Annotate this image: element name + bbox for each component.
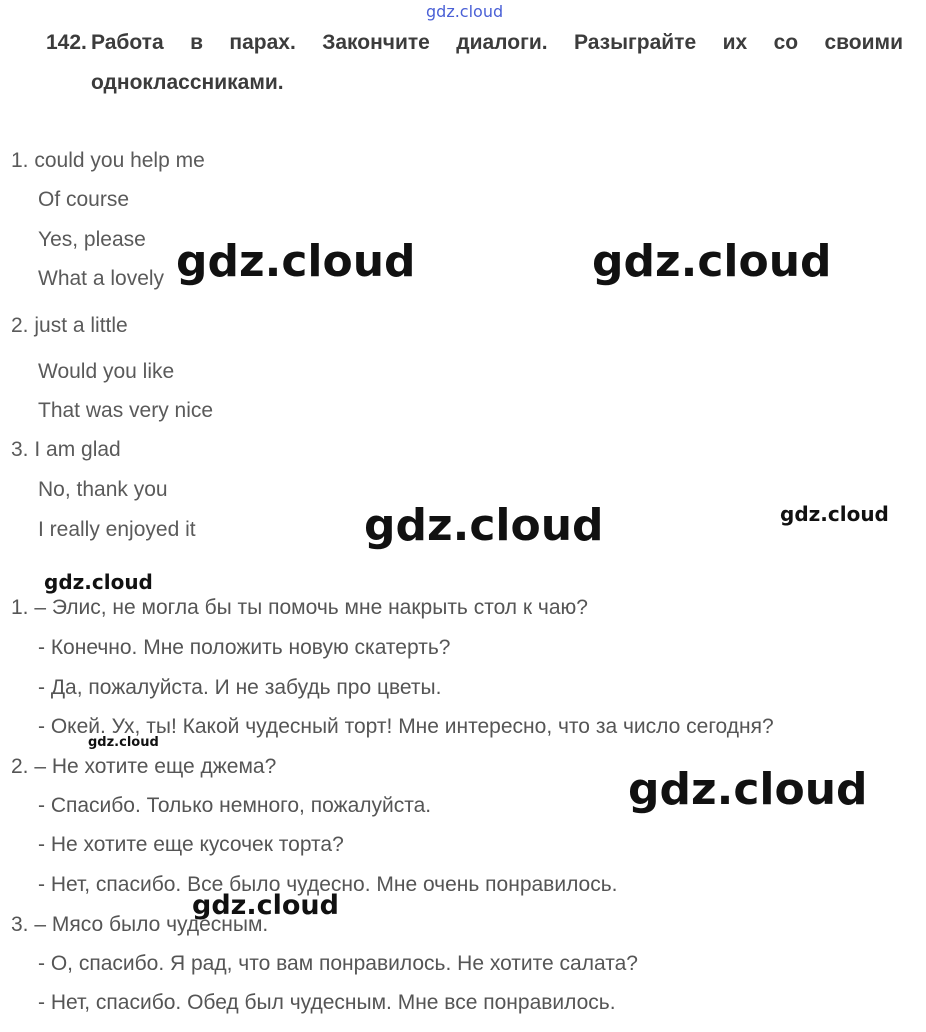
english-line: That was very nice [38, 399, 214, 422]
russian-line: - Конечно. Мне положить новую скатерть? [38, 636, 451, 659]
watermark: gdz.cloud [628, 764, 868, 815]
task-instruction-line-1: Работа в парах. Закончите диалоги. Разыграйте их со своими [91, 31, 903, 54]
english-line: Of course [38, 188, 130, 211]
watermark: gdz.cloud [780, 502, 889, 526]
watermark: gdz.cloud [44, 570, 153, 594]
task-number: 142. [46, 31, 87, 54]
russian-line: - О, спасибо. Я рад, что вам понравилось. Не хотите салата? [38, 952, 638, 975]
english-line: 2. just a little [11, 314, 128, 337]
english-line: Would you like [38, 360, 175, 383]
russian-line: - Не хотите еще кусочек торта? [38, 833, 344, 856]
english-line: No, thank you [38, 478, 168, 501]
english-line: Yes, please [38, 228, 146, 251]
russian-line: - Нет, спасибо. Обед был чудесным. Мне все понравилось. [38, 991, 616, 1014]
russian-line: 2. – Не хотите еще джема? [11, 755, 277, 778]
task-instruction-line-2: одноклассниками. [91, 71, 284, 94]
english-line: I really enjoyed it [38, 518, 196, 541]
russian-line: - Да, пожалуйста. И не забудь про цветы. [38, 676, 442, 699]
english-line: 3. I am glad [11, 438, 121, 461]
header-watermark: gdz.cloud [426, 2, 504, 21]
russian-line: 3. – Мясо было чудесным. [11, 913, 269, 936]
watermark: gdz.cloud [192, 890, 339, 921]
russian-line: - Окей. Ух, ты! Какой чудесный торт! Мне интересно, что за число сегодня? [38, 715, 774, 738]
watermark: gdz.cloud [364, 500, 604, 551]
watermark: gdz.cloud [88, 735, 159, 750]
watermark: gdz.cloud [592, 236, 832, 287]
english-line: What a lovely [38, 267, 165, 290]
russian-line: - Спасибо. Только немного, пожалуйста. [38, 794, 432, 817]
russian-line: - Нет, спасибо. Все было чудесно. Мне очень понравилось. [38, 873, 618, 896]
russian-line: 1. – Элис, не могла бы ты помочь мне накрыть стол к чаю? [11, 596, 588, 619]
watermark: gdz.cloud [176, 236, 416, 287]
english-line: 1. could you help me [11, 149, 205, 172]
